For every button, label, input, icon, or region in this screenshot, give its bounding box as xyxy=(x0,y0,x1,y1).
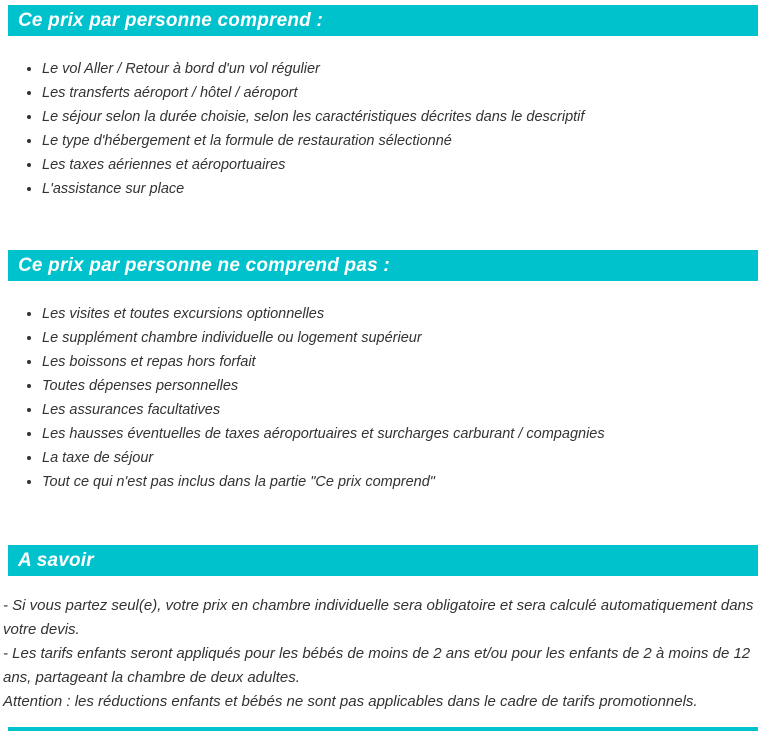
list-item: • Le séjour selon la durée choisie, selon les caractéristiques décrites dans le descriptif xyxy=(42,105,758,129)
list-item: • Tout ce qui n'est pas inclus dans la partie "Ce prix comprend" xyxy=(42,470,758,494)
section-price-includes xyxy=(0,5,758,201)
note-paragraph: - Si vous partez seul(e), votre prix en chambre individuelle sera obligatoire et sera calculé automatiquement dans votre devis. xyxy=(3,597,754,638)
list-item: • La taxe de séjour xyxy=(42,446,758,470)
list-item: • Les assurances facultatives xyxy=(42,398,758,422)
list-item: • Les visites et toutes excursions optionnelles xyxy=(42,302,758,326)
list-item: • Les boissons et repas hors forfait xyxy=(42,350,758,374)
list-item: • Le supplément chambre individuelle ou logement supérieur xyxy=(42,326,758,350)
list-item: • Les hausses éventuelles de taxes aéroportuaires et surcharges carburant / compagnies xyxy=(42,422,758,446)
price-excludes-list xyxy=(26,302,758,494)
good-to-know-header-bar xyxy=(8,545,758,576)
price-excludes-header-bar xyxy=(8,250,758,281)
list-item: • Les taxes aériennes et aéroportuaires xyxy=(42,153,758,177)
list-item: • Toutes dépenses personnelles xyxy=(42,374,758,398)
section-good-to-know xyxy=(0,545,758,714)
list-item: • Le vol Aller / Retour à bord d'un vol régulier xyxy=(42,57,758,81)
good-to-know-body xyxy=(0,594,758,714)
next-section-bar-partial xyxy=(8,727,758,731)
price-includes-list xyxy=(26,57,758,201)
price-excludes-title: Ce prix par personne ne comprend pas : xyxy=(18,254,390,276)
price-includes-title: Ce prix par personne comprend : xyxy=(18,9,323,31)
note-paragraph: Attention : les réductions enfants et bébés ne sont pas applicables dans le cadre de tarifs promotionnels. xyxy=(3,693,698,710)
list-item: • Les transferts aéroport / hôtel / aéroport xyxy=(42,81,758,105)
list-item: • Le type d'hébergement et la formule de restauration sélectionné xyxy=(42,129,758,153)
note-paragraph: - Les tarifs enfants seront appliqués pour les bébés de moins de 2 ans et/ou pour les enfants de 2 à moins de 12 ans, partageant la chambre de deux adultes. xyxy=(3,645,751,686)
price-includes-header-bar xyxy=(8,5,758,36)
section-price-excludes xyxy=(0,250,758,494)
good-to-know-title: A savoir xyxy=(18,549,94,571)
list-item: • L'assistance sur place xyxy=(42,177,758,201)
